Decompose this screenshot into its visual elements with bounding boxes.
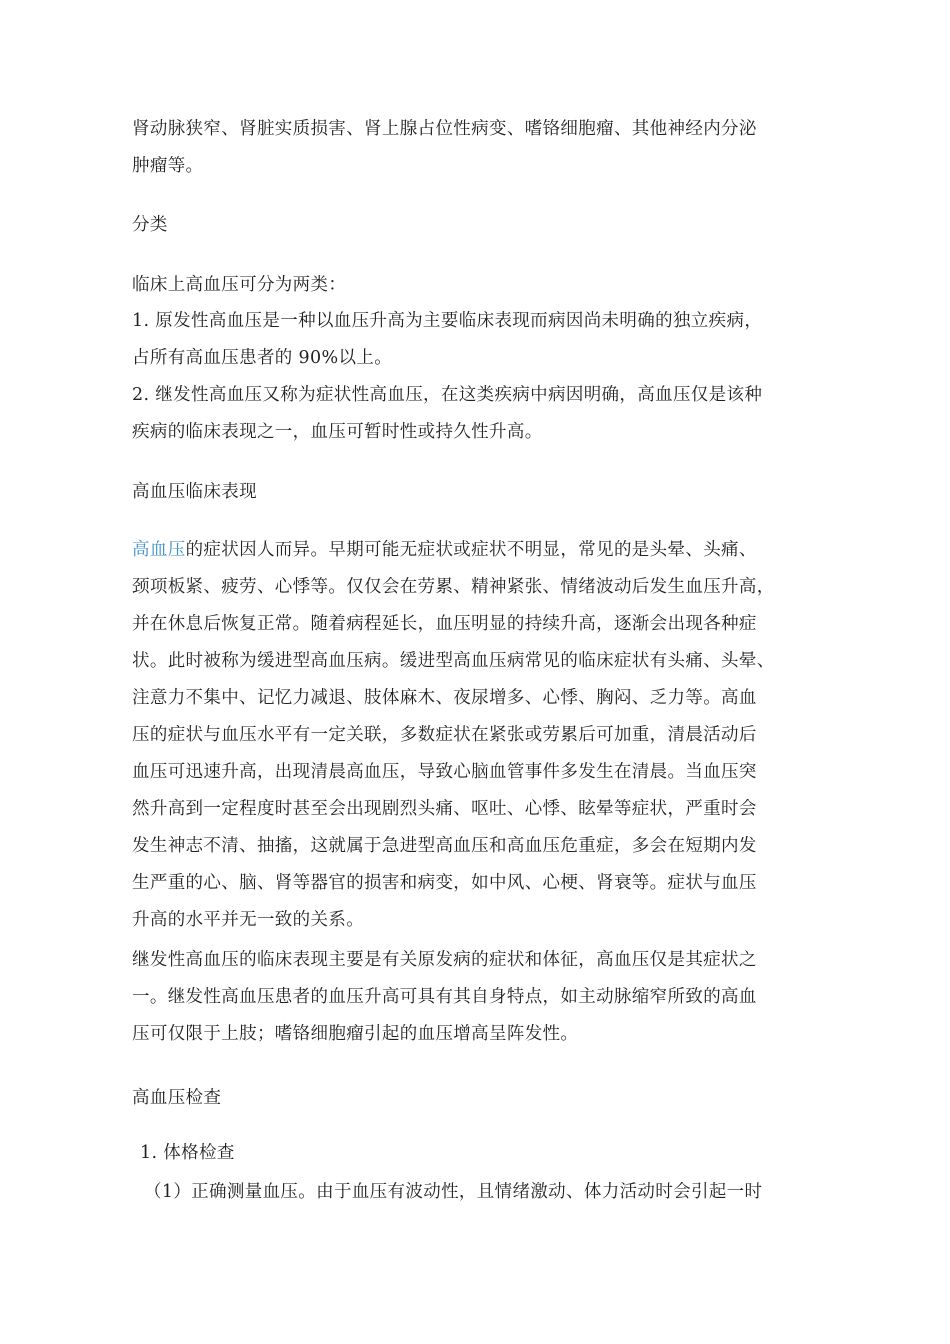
section-heading-classification: 分类 [132, 215, 168, 235]
paragraph-line: 一。继发性高血压患者的血压升高可具有其自身特点，如主动脉缩窄所致的高血 [132, 987, 757, 1007]
paragraph-line: 升高的水平并无一致的关系。 [132, 910, 365, 930]
paragraph-text: 的症状因人而异。早期可能无症状或症状不明显，常见的是头晕、头痛、 [185, 540, 757, 560]
paragraph-line: 生严重的心、脑、肾等器官的损害和病变，如中风、心梗、肾衰等。症状与血压 [132, 873, 757, 893]
sub-list-item: （1）正确测量血压。由于血压有波动性，且情绪激动、体力活动时会引起一时 [144, 1182, 763, 1202]
paragraph-line [132, 539, 757, 561]
paragraph-line: 注意力不集中、记忆力减退、肢体麻木、夜尿增多、心悸、胸闷、乏力等。高血 [132, 688, 757, 708]
list-item: 1. 体格检查 [140, 1143, 235, 1163]
paragraph-line: 继发性高血压的临床表现主要是有关原发病的症状和体征，高血压仅是其症状之 [132, 950, 757, 970]
intro-line: 肾动脉狭窄、肾脏实质损害、肾上腺占位性病变、嗜铬细胞瘤、其他神经内分泌 [132, 119, 757, 139]
intro-line: 肿瘤等。 [132, 156, 204, 176]
paragraph-line: 并在休息后恢复正常。随着病程延长，血压明显的持续升高，逐渐会出现各种症 [132, 614, 757, 634]
paragraph-line: 疾病的临床表现之一，血压可暂时性或持久性升高。 [132, 422, 543, 442]
paragraph-line: 占所有高血压患者的 90%以上。 [132, 348, 393, 368]
paragraph-line: 血压可迅速升高，出现清晨高血压，导致心脑血管事件多发生在清晨。当血压突 [132, 762, 757, 782]
section-heading-clinical: 高血压临床表现 [132, 482, 257, 502]
paragraph-line: 2. 继发性高血压又称为症状性高血压，在这类疾病中病因明确，高血压仅是该种 [132, 385, 763, 405]
hypertension-link[interactable]: 高血压 [132, 540, 186, 560]
section-heading-exam: 高血压检查 [132, 1088, 222, 1108]
paragraph-line: 1. 原发性高血压是一种以血压升高为主要临床表现而病因尚未明确的独立疾病， [132, 311, 763, 331]
paragraph-line: 发生神志不清、抽搐，这就属于急进型高血压和高血压危重症，多会在短期内发 [132, 836, 757, 856]
paragraph-line: 然升高到一定程度时甚至会出现剧烈头痛、呕吐、心悸、眩晕等症状，严重时会 [132, 799, 757, 819]
paragraph-line: 压可仅限于上肢；嗜铬细胞瘤引起的血压增高呈阵发性。 [132, 1024, 579, 1044]
paragraph-line: 压的症状与血压水平有一定关联，多数症状在紧张或劳累后可加重，清晨活动后 [132, 725, 757, 745]
paragraph-line: 临床上高血压可分为两类： [132, 275, 347, 295]
paragraph-line: 状。此时被称为缓进型高血压病。缓进型高血压病常见的临床症状有头痛、头晕、 [132, 651, 775, 671]
paragraph-line: 颈项板紧、疲劳、心悸等。仅仅会在劳累、精神紧张、情绪波动后发生血压升高， [132, 577, 775, 597]
